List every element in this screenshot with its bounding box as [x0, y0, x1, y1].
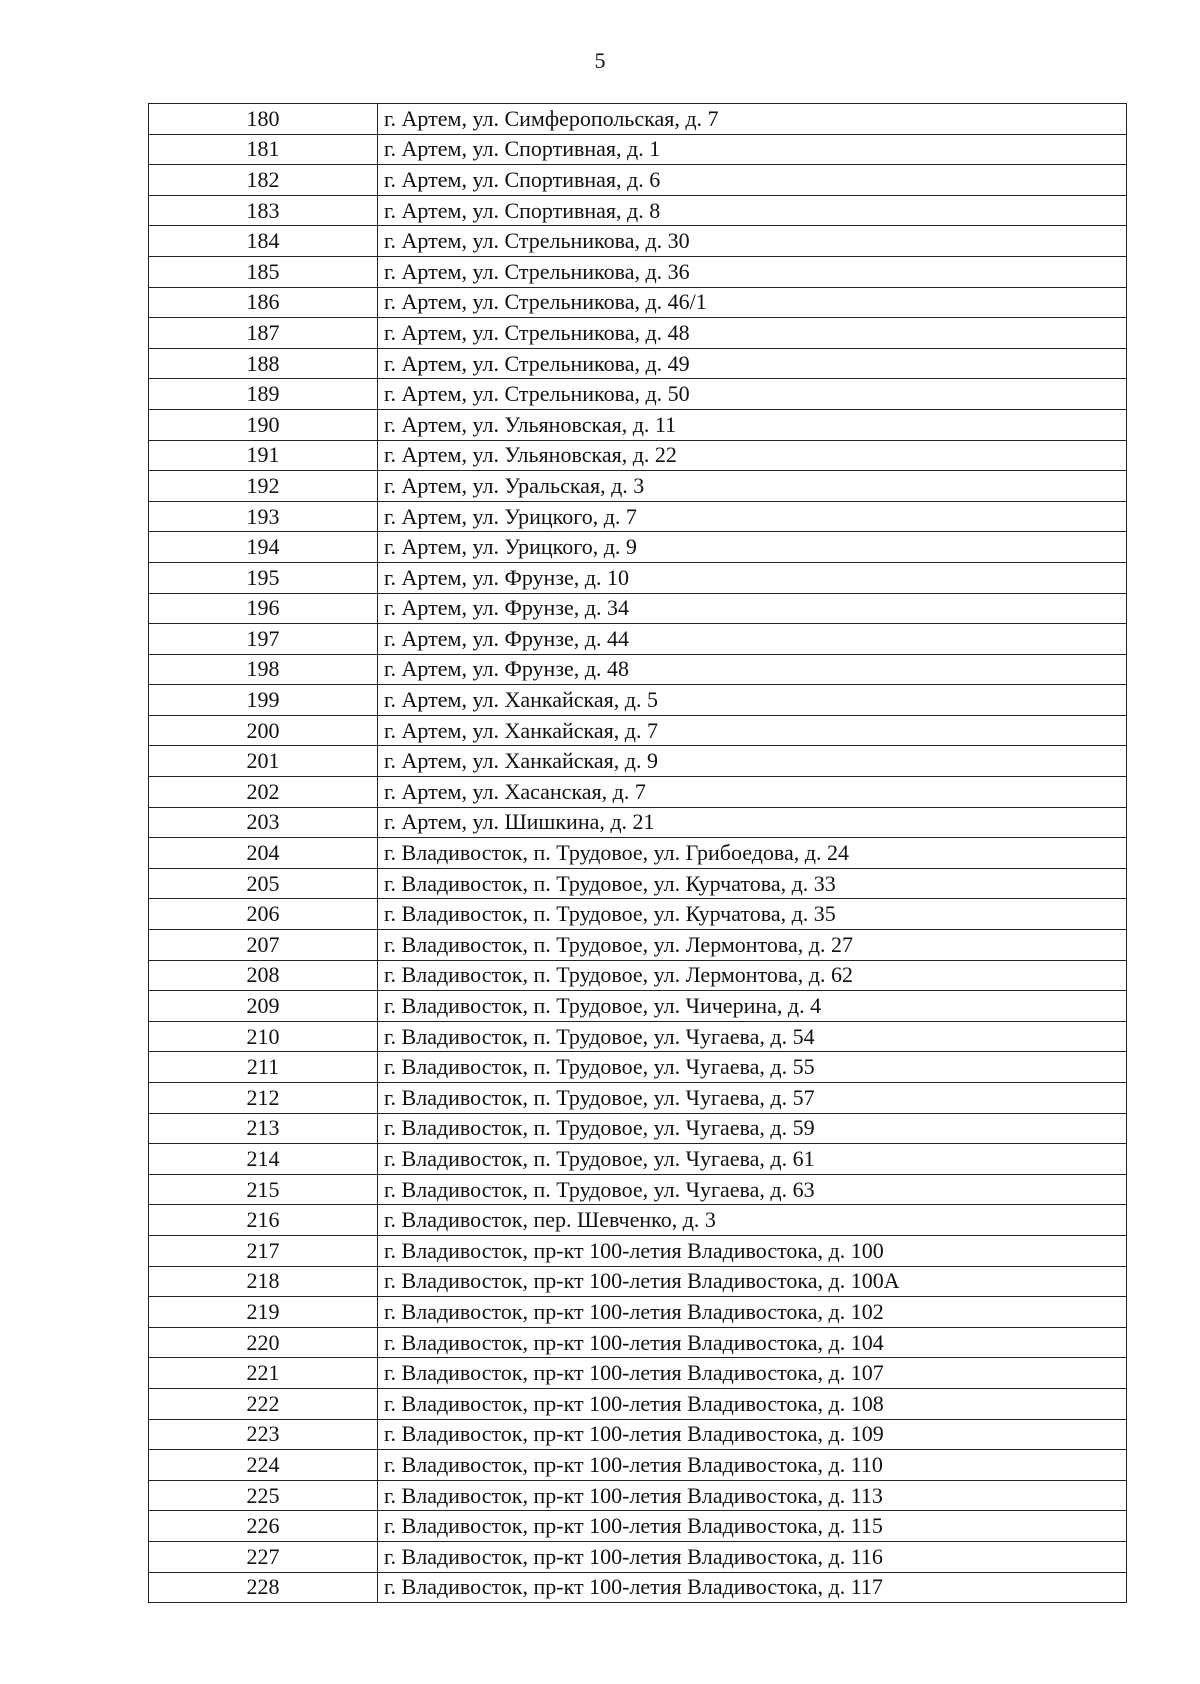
row-number-cell: 196 [149, 593, 378, 624]
address-cell: г. Артем, ул. Ханкайская, д. 7 [378, 715, 1127, 746]
table-row [149, 1358, 1127, 1389]
row-number-cell: 202 [149, 777, 378, 808]
row-number-cell: 212 [149, 1083, 378, 1114]
address-cell: г. Владивосток, п. Трудовое, ул. Курчатова, д. 35 [378, 899, 1127, 930]
address-cell: г. Владивосток, пр-кт 100-летия Владивостока, д. 104 [378, 1327, 1127, 1358]
address-cell: г. Артем, ул. Урицкого, д. 7 [378, 501, 1127, 532]
row-number-cell: 180 [149, 104, 378, 135]
address-cell: г. Владивосток, пр-кт 100-летия Владивостока, д. 117 [378, 1572, 1127, 1603]
table-row [149, 991, 1127, 1022]
address-cell: г. Владивосток, п. Трудовое, ул. Чугаева, д. 61 [378, 1144, 1127, 1175]
row-number-cell: 186 [149, 287, 378, 318]
table-row [149, 746, 1127, 777]
table-row [149, 1541, 1127, 1572]
address-cell: г. Артем, ул. Ханкайская, д. 5 [378, 685, 1127, 716]
row-number-cell: 210 [149, 1021, 378, 1052]
row-number-cell: 214 [149, 1144, 378, 1175]
address-cell: г. Артем, ул. Фрунзе, д. 48 [378, 654, 1127, 685]
table-row [149, 1297, 1127, 1328]
address-cell: г. Артем, ул. Хасанская, д. 7 [378, 777, 1127, 808]
row-number-cell: 199 [149, 685, 378, 716]
address-table-body [149, 104, 1127, 1603]
address-cell: г. Артем, ул. Спортивная, д. 6 [378, 165, 1127, 196]
table-row [149, 654, 1127, 685]
row-number-cell: 222 [149, 1388, 378, 1419]
table-row [149, 1266, 1127, 1297]
address-cell: г. Артем, ул. Шишкина, д. 21 [378, 807, 1127, 838]
table-row [149, 1327, 1127, 1358]
address-cell: г. Владивосток, пр-кт 100-летия Владивостока, д. 102 [378, 1297, 1127, 1328]
row-number-cell: 219 [149, 1297, 378, 1328]
address-cell: г. Владивосток, п. Трудовое, ул. Чугаева, д. 55 [378, 1052, 1127, 1083]
address-cell: г. Владивосток, пр-кт 100-летия Владивостока, д. 109 [378, 1419, 1127, 1450]
table-row [149, 165, 1127, 196]
address-cell: г. Артем, ул. Ульяновская, д. 22 [378, 440, 1127, 471]
row-number-cell: 223 [149, 1419, 378, 1450]
row-number-cell: 187 [149, 318, 378, 349]
table-row [149, 379, 1127, 410]
table-row [149, 593, 1127, 624]
address-cell: г. Владивосток, пр-кт 100-летия Владивостока, д. 110 [378, 1450, 1127, 1481]
table-row [149, 440, 1127, 471]
table-row [149, 685, 1127, 716]
row-number-cell: 224 [149, 1450, 378, 1481]
table-row [149, 287, 1127, 318]
row-number-cell: 189 [149, 379, 378, 410]
address-cell: г. Артем, ул. Фрунзе, д. 34 [378, 593, 1127, 624]
table-row [149, 195, 1127, 226]
table-row [149, 1083, 1127, 1114]
table-row [149, 1572, 1127, 1603]
row-number-cell: 226 [149, 1511, 378, 1542]
table-row [149, 807, 1127, 838]
table-row [149, 348, 1127, 379]
address-cell: г. Владивосток, п. Трудовое, ул. Курчатова, д. 33 [378, 868, 1127, 899]
row-number-cell: 183 [149, 195, 378, 226]
table-row [149, 930, 1127, 961]
address-cell: г. Владивосток, п. Трудовое, ул. Чичерина, д. 4 [378, 991, 1127, 1022]
table-row [149, 1052, 1127, 1083]
table-row [149, 868, 1127, 899]
table-row [149, 899, 1127, 930]
row-number-cell: 221 [149, 1358, 378, 1389]
address-cell: г. Владивосток, п. Трудовое, ул. Чугаева, д. 54 [378, 1021, 1127, 1052]
table-row [149, 256, 1127, 287]
row-number-cell: 228 [149, 1572, 378, 1603]
table-row [149, 226, 1127, 257]
table-row [149, 532, 1127, 563]
row-number-cell: 208 [149, 960, 378, 991]
address-cell: г. Артем, ул. Спортивная, д. 8 [378, 195, 1127, 226]
row-number-cell: 195 [149, 562, 378, 593]
row-number-cell: 181 [149, 134, 378, 165]
row-number-cell: 194 [149, 532, 378, 563]
address-cell: г. Владивосток, пр-кт 100-летия Владивостока, д. 107 [378, 1358, 1127, 1389]
address-cell: г. Владивосток, пр-кт 100-летия Владивостока, д. 115 [378, 1511, 1127, 1542]
row-number-cell: 200 [149, 715, 378, 746]
row-number-cell: 207 [149, 930, 378, 961]
address-cell: г. Владивосток, пр-кт 100-летия Владивостока, д. 100 [378, 1235, 1127, 1266]
table-row [149, 1144, 1127, 1175]
row-number-cell: 198 [149, 654, 378, 685]
row-number-cell: 220 [149, 1327, 378, 1358]
table-row [149, 1450, 1127, 1481]
table-row [149, 838, 1127, 869]
table-row [149, 1113, 1127, 1144]
table-row [149, 777, 1127, 808]
row-number-cell: 211 [149, 1052, 378, 1083]
address-cell: г. Владивосток, пр-кт 100-летия Владивостока, д. 100А [378, 1266, 1127, 1297]
row-number-cell: 216 [149, 1205, 378, 1236]
row-number-cell: 182 [149, 165, 378, 196]
table-row [149, 1480, 1127, 1511]
address-cell: г. Артем, ул. Стрельникова, д. 36 [378, 256, 1127, 287]
row-number-cell: 190 [149, 409, 378, 440]
table-row [149, 318, 1127, 349]
address-cell: г. Артем, ул. Фрунзе, д. 44 [378, 624, 1127, 655]
table-row [149, 1511, 1127, 1542]
row-number-cell: 225 [149, 1480, 378, 1511]
table-row [149, 624, 1127, 655]
address-cell: г. Владивосток, п. Трудовое, ул. Чугаева, д. 59 [378, 1113, 1127, 1144]
table-row [149, 1235, 1127, 1266]
row-number-cell: 215 [149, 1174, 378, 1205]
address-cell: г. Владивосток, п. Трудовое, ул. Чугаева, д. 63 [378, 1174, 1127, 1205]
address-cell: г. Артем, ул. Уральская, д. 3 [378, 471, 1127, 502]
row-number-cell: 205 [149, 868, 378, 899]
row-number-cell: 227 [149, 1541, 378, 1572]
address-cell: г. Владивосток, пр-кт 100-летия Владивостока, д. 113 [378, 1480, 1127, 1511]
table-row [149, 501, 1127, 532]
table-row [149, 1205, 1127, 1236]
table-row [149, 1174, 1127, 1205]
row-number-cell: 201 [149, 746, 378, 777]
address-cell: г. Артем, ул. Спортивная, д. 1 [378, 134, 1127, 165]
table-row [149, 1419, 1127, 1450]
address-cell: г. Владивосток, пр-кт 100-летия Владивостока, д. 116 [378, 1541, 1127, 1572]
row-number-cell: 213 [149, 1113, 378, 1144]
row-number-cell: 188 [149, 348, 378, 379]
row-number-cell: 217 [149, 1235, 378, 1266]
table-row [149, 960, 1127, 991]
table-row [149, 1388, 1127, 1419]
address-cell: г. Владивосток, п. Трудовое, ул. Чугаева, д. 57 [378, 1083, 1127, 1114]
row-number-cell: 185 [149, 256, 378, 287]
address-cell: г. Артем, ул. Фрунзе, д. 10 [378, 562, 1127, 593]
address-cell: г. Артем, ул. Стрельникова, д. 30 [378, 226, 1127, 257]
address-cell: г. Владивосток, пр-кт 100-летия Владивостока, д. 108 [378, 1388, 1127, 1419]
table-row [149, 134, 1127, 165]
row-number-cell: 192 [149, 471, 378, 502]
row-number-cell: 197 [149, 624, 378, 655]
row-number-cell: 191 [149, 440, 378, 471]
table-row [149, 1021, 1127, 1052]
row-number-cell: 204 [149, 838, 378, 869]
address-cell: г. Артем, ул. Стрельникова, д. 49 [378, 348, 1127, 379]
table-row [149, 715, 1127, 746]
address-cell: г. Владивосток, п. Трудовое, ул. Лермонтова, д. 27 [378, 930, 1127, 961]
address-cell: г. Артем, ул. Стрельникова, д. 48 [378, 318, 1127, 349]
address-cell: г. Артем, ул. Стрельникова, д. 46/1 [378, 287, 1127, 318]
row-number-cell: 218 [149, 1266, 378, 1297]
row-number-cell: 184 [149, 226, 378, 257]
table-row [149, 562, 1127, 593]
address-cell: г. Артем, ул. Стрельникова, д. 50 [378, 379, 1127, 410]
row-number-cell: 206 [149, 899, 378, 930]
page-number: 5 [594, 48, 606, 73]
address-cell: г. Артем, ул. Ханкайская, д. 9 [378, 746, 1127, 777]
address-table [148, 103, 1127, 1603]
table-row [149, 104, 1127, 135]
row-number-cell: 203 [149, 807, 378, 838]
table-row [149, 409, 1127, 440]
row-number-cell: 193 [149, 501, 378, 532]
address-cell: г. Артем, ул. Урицкого, д. 9 [378, 532, 1127, 563]
address-cell: г. Владивосток, п. Трудовое, ул. Лермонтова, д. 62 [378, 960, 1127, 991]
address-cell: г. Артем, ул. Ульяновская, д. 11 [378, 409, 1127, 440]
table-row [149, 471, 1127, 502]
row-number-cell: 209 [149, 991, 378, 1022]
address-cell: г. Владивосток, п. Трудовое, ул. Грибоедова, д. 24 [378, 838, 1127, 869]
address-cell: г. Артем, ул. Симферопольская, д. 7 [378, 104, 1127, 135]
address-cell: г. Владивосток, пер. Шевченко, д. 3 [378, 1205, 1127, 1236]
